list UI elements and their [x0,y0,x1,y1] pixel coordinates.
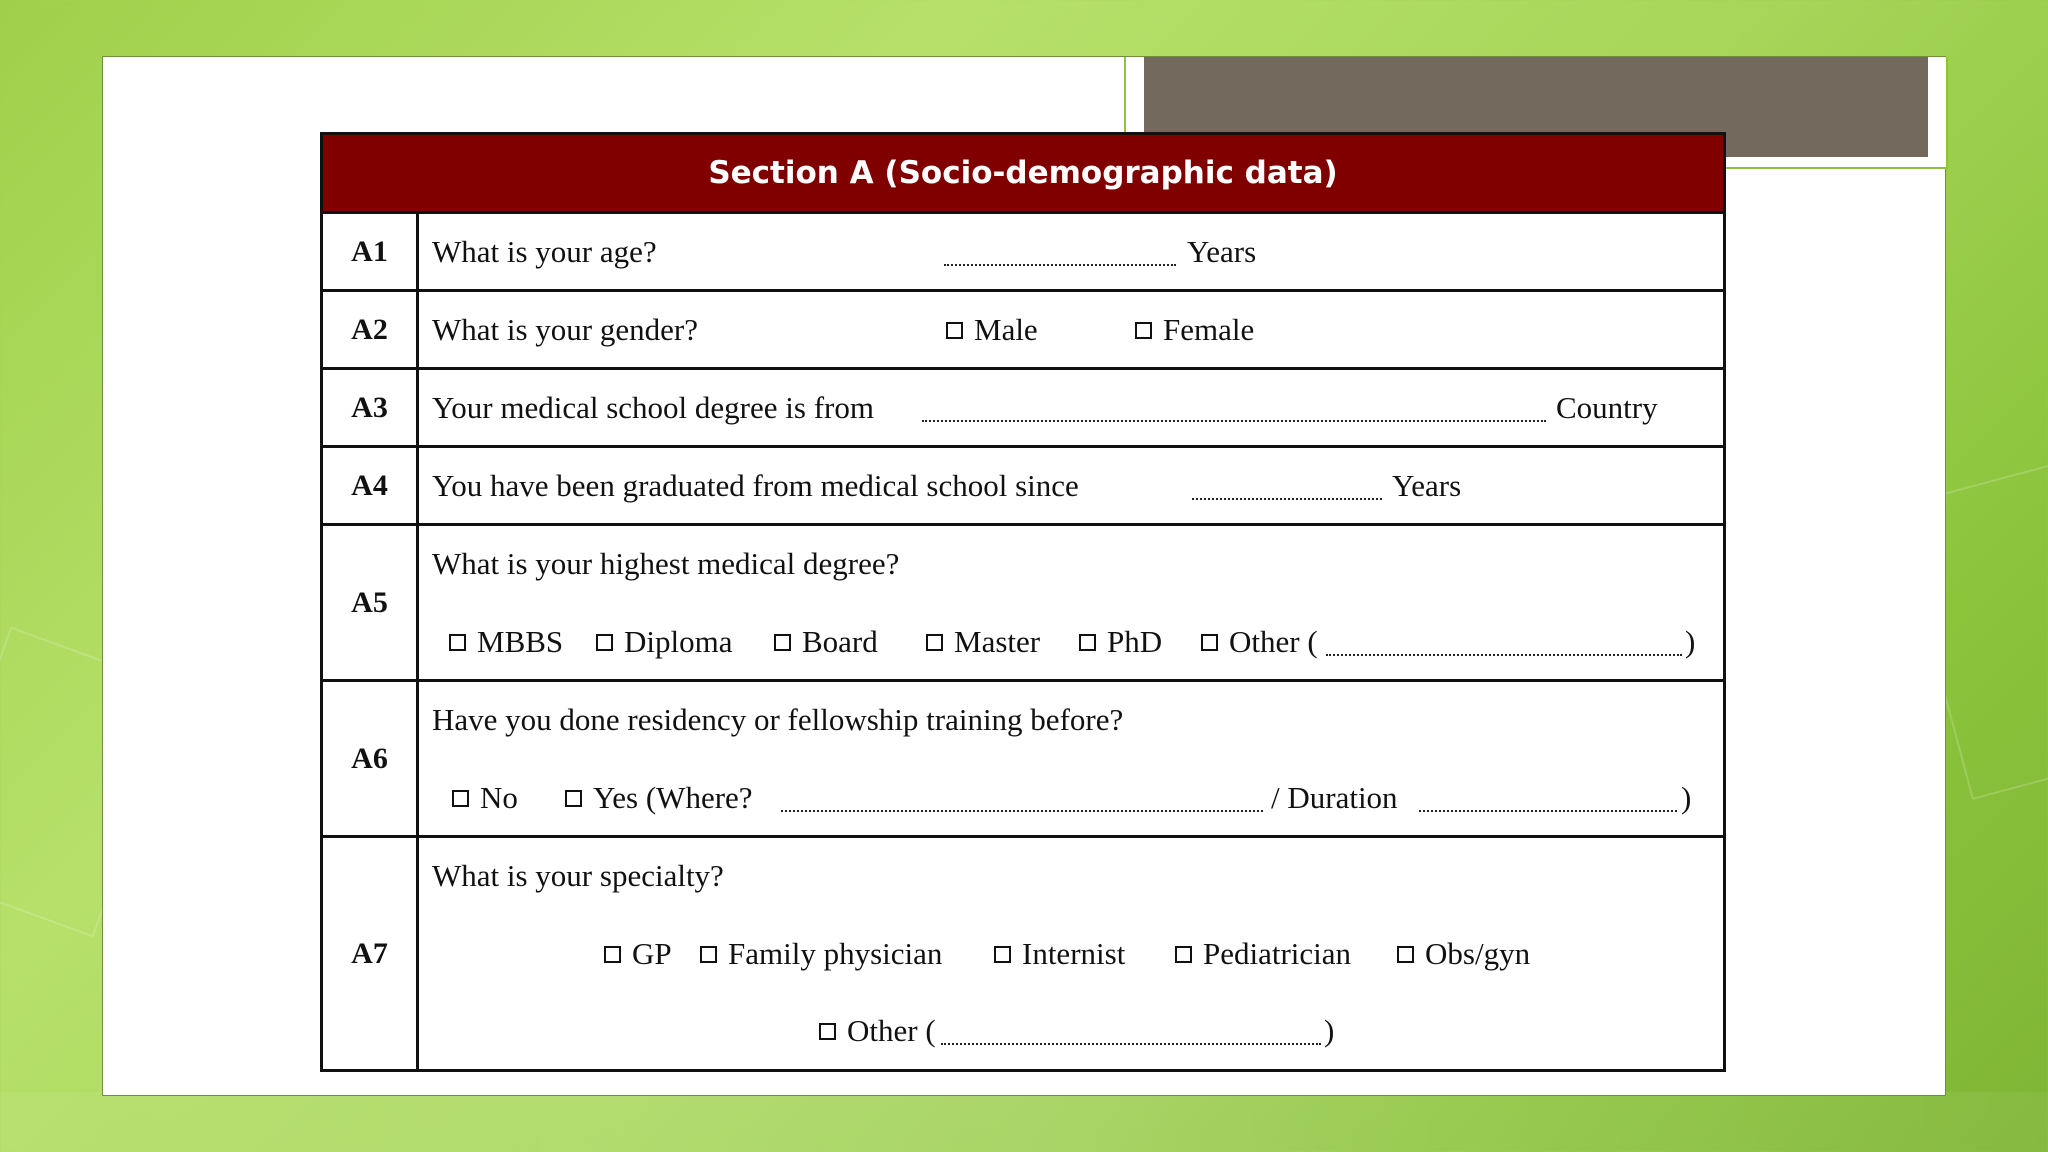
question-text: What is your age? [432,234,657,269]
question-cell [418,525,1725,681]
question-cell [418,213,1725,291]
option-internist[interactable]: Internist [994,936,1125,972]
checkbox-icon[interactable] [1201,634,1218,651]
table-header-row [322,134,1725,213]
checkbox-icon[interactable] [946,322,963,339]
duration-label: / Duration [1271,780,1398,815]
background-stripe [0,1092,2048,1152]
question-cell [418,369,1725,447]
unit-label: Years [1187,234,1257,269]
question-cell [418,837,1725,1071]
option-other[interactable]: Other ( [819,1013,936,1049]
question-cell [418,681,1725,837]
graduation-blank-line[interactable] [1192,498,1382,500]
checkbox-icon[interactable] [604,946,621,963]
option-phd[interactable]: PhD [1079,624,1162,660]
question-text: What is your highest medical degree? [432,546,900,581]
question-cell [418,291,1725,369]
question-text: Have you done residency or fellowship training before? [432,702,1124,737]
checkbox-icon[interactable] [819,1023,836,1040]
table-row [322,525,1725,681]
question-code: A3 [322,369,418,447]
checkbox-icon[interactable] [596,634,613,651]
checkbox-icon[interactable] [449,634,466,651]
question-text: Your medical school degree is from [432,390,874,425]
option-male[interactable]: Male [946,312,1038,348]
question-text: What is your gender? [432,312,698,347]
checkbox-icon[interactable] [926,634,943,651]
table-row [322,447,1725,525]
question-code: A1 [322,213,418,291]
option-yes[interactable]: Yes (Where? [565,780,753,816]
duration-blank-line[interactable] [1419,810,1677,812]
close-paren: ) [1681,780,1692,815]
option-family-physician[interactable]: Family physician [700,936,942,972]
where-blank-line[interactable] [781,810,1263,812]
close-paren: ) [1685,624,1696,659]
option-board[interactable]: Board [774,624,878,660]
checkbox-icon[interactable] [565,790,582,807]
option-diploma[interactable]: Diploma [596,624,733,660]
question-code: A4 [322,447,418,525]
option-master[interactable]: Master [926,624,1040,660]
table-row [322,369,1725,447]
checkbox-icon[interactable] [994,946,1011,963]
question-cell [418,447,1725,525]
checkbox-icon[interactable] [452,790,469,807]
option-no[interactable]: No [452,780,518,816]
unit-label: Country [1556,390,1658,425]
question-code: A5 [322,525,418,681]
question-text: You have been graduated from medical school since [432,468,1079,503]
other-specialty-blank-line[interactable] [941,1043,1321,1045]
option-obs-gyn[interactable]: Obs/gyn [1397,936,1530,972]
checkbox-icon[interactable] [1175,946,1192,963]
checkbox-icon[interactable] [1079,634,1096,651]
table-row [322,213,1725,291]
option-mbbs[interactable]: MBBS [449,624,563,660]
option-female[interactable]: Female [1135,312,1254,348]
table-row [322,837,1725,1071]
checkbox-icon[interactable] [1397,946,1414,963]
question-text: What is your specialty? [432,858,724,893]
table-row [322,291,1725,369]
checkbox-icon[interactable] [1135,322,1152,339]
age-blank-line[interactable] [944,264,1176,266]
question-code: A7 [322,837,418,1071]
option-gp[interactable]: GP [604,936,672,972]
questionnaire-table [320,132,1726,1072]
question-code: A2 [322,291,418,369]
unit-label: Years [1392,468,1462,503]
option-pediatrician[interactable]: Pediatrician [1175,936,1351,972]
checkbox-icon[interactable] [774,634,791,651]
country-blank-line[interactable] [922,420,1546,422]
table-row [322,681,1725,837]
close-paren: ) [1324,1013,1335,1048]
other-degree-blank-line[interactable] [1326,654,1682,656]
section-title: Section A (Socio-demographic data) [322,134,1725,213]
option-other[interactable]: Other ( [1201,624,1318,660]
question-code: A6 [322,681,418,837]
checkbox-icon[interactable] [700,946,717,963]
